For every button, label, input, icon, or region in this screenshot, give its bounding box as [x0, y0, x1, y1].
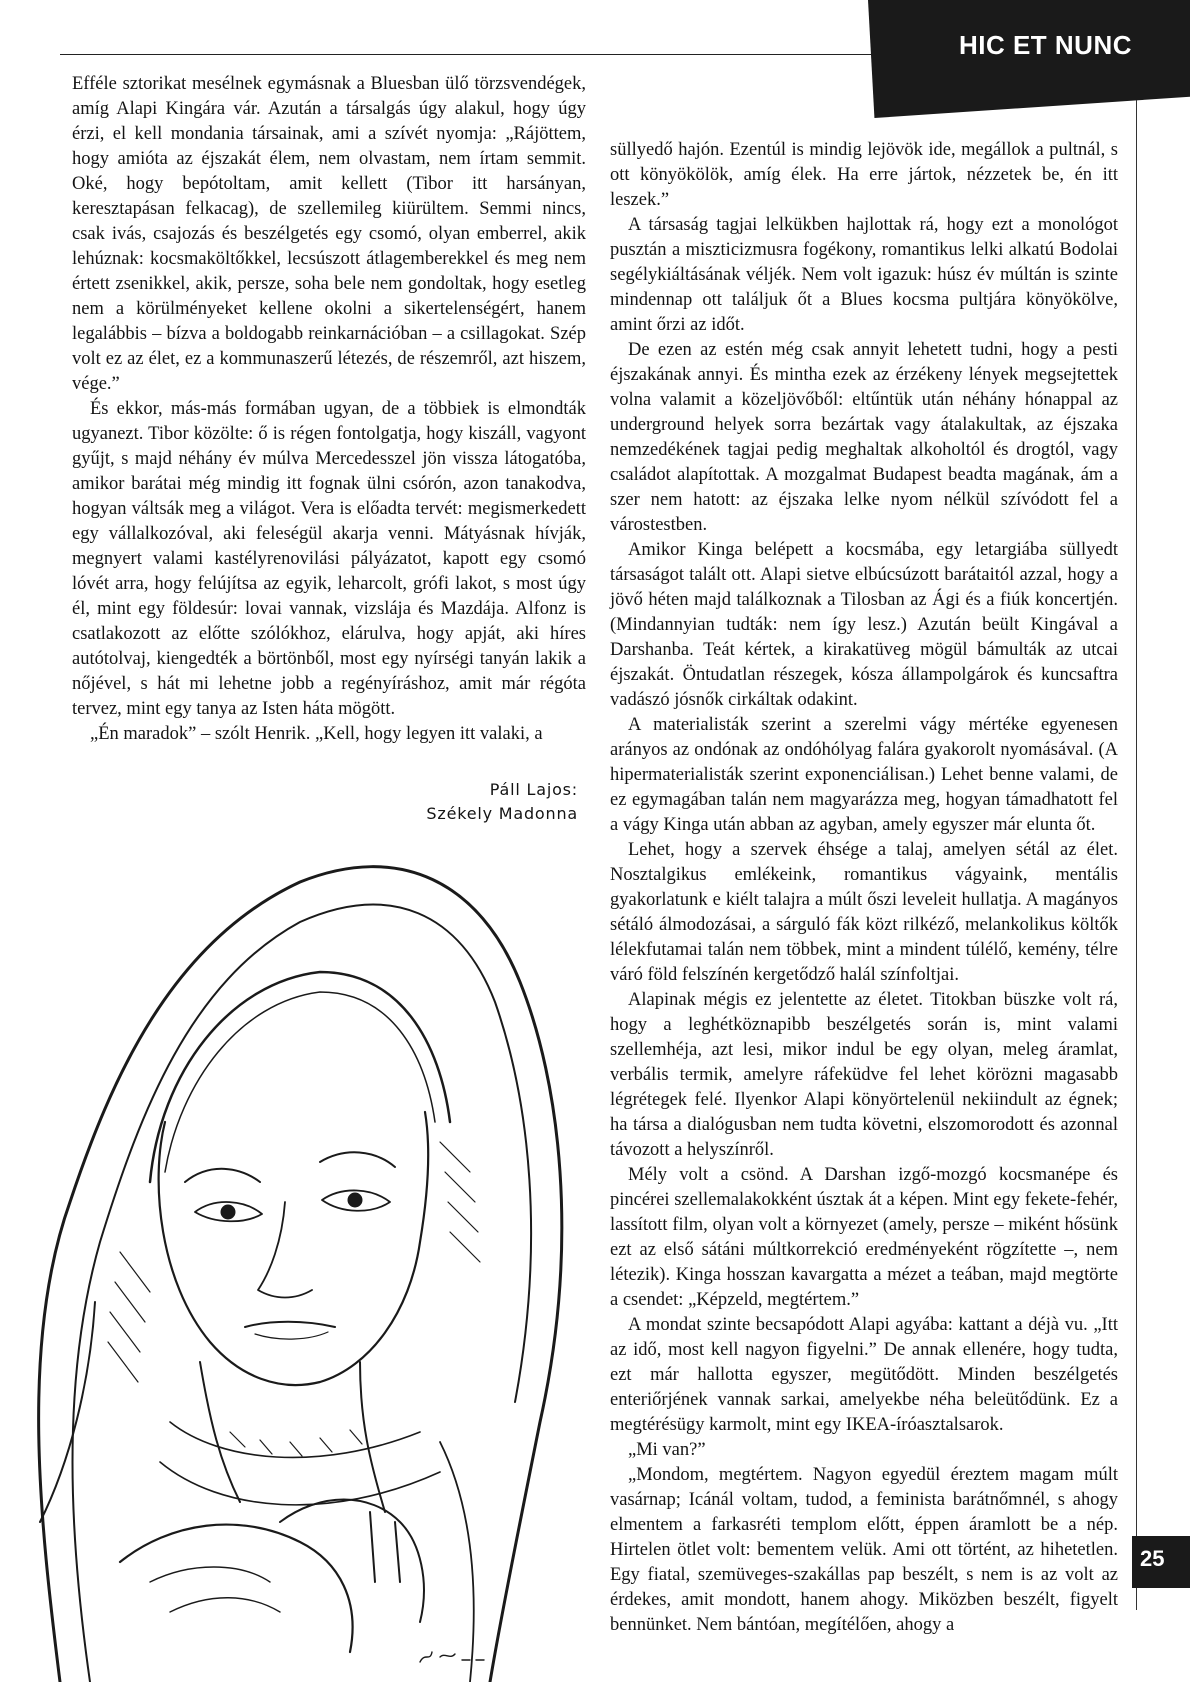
paragraph: Amikor Kinga belépett a kocsmába, egy letargiába süllyedt társaságot talált ott. Alapi sietve elbúcsúzott barátaitól azzal, hogy a jövő héten majd találkoznak a Tilosban az Ági és a fiúk koncertjén. (Mindannyian tudták: nem így lesz.) Azután beült Kingával a Darshanba. Teát kértek, a kirakatüveg mögül bámulták az utcai éjszakát. Öntudatlan részegek, kósza állampolgárok és kuncsaftra vadászó jósnők cirkáltak odakint.	[610, 540, 1118, 710]
right-column	[610, 138, 1118, 1638]
paragraph: A társaság tagjai lelkükben hajlottak rá, hogy ezt a monológot pusztán a miszticizmusra fogékony, romantikus lelki alkatú Bodolai segélykiáltásának véljék. Nem volt igazuk: húsz év múltán is szinte mindennap ott találjuk őt a Blues kocsma pultjára könyökölve, amint őrzi az időt.	[610, 215, 1118, 335]
section-title: HIC ET NUNC	[958, 30, 1132, 60]
caption-artist: Páll Lajos:	[489, 780, 578, 799]
paragraph: „Mondom, megtértem. Nagyon egyedül éreztem magam múlt vasárnap; Icánál voltam, tudod, a feminista barátnőmnél, s ahogy elmentem a farkasréti templom előtt, éppen áramlott be a nép. Hirtelen ötlet volt: bementem velük. Ami ott történt, az hihetetlen. Egy fiatal, szemüveges-szakállas pap beszélt, s nem is az volt az érdekes, amit mondott, hanem ahogy. Miközben beszélt, figyelt bennünket. Nem bántóan, megítélően, ahogy a	[610, 1465, 1118, 1635]
paragraph: Efféle sztorikat mesélnek egymásnak a Bluesban ülő törzsvendégek, amíg Alapi Kingára vár. Azután a társalgás úgy alakul, hogy úgy érzi, el kell mondania társainak, ami a szívét nyomja: „Rájöttem, hogy amióta az éjszakát élem, nem olvastam, nem írtam semmit. Oké, hogy bepótoltam, amit kellett (Tibor itt harsányan, keresztapásan felkacag), de szellemileg kiürültem. Semmi nincs, csak ivás, csajozás és beszélgetés egy csomó, olyan emberrel, akik lehúznak: kocsmaköltőkkel, lecsúszott átlagemberekkel és meg nem értett zsenikkel, akik, persze, soha bele nem gondoltak, hogy esetleg nem a körülményeket kellene okolni a sikertelenségért, hanem legalábbis – bízva a boldogabb reinkarnációban – a csillagokat. Szép volt ez az élet, ez a kommunaszerű létezés, de részemről, azt hiszem, vége.”	[72, 74, 586, 394]
paragraph: Lehet, hogy a szervek éhsége a talaj, amelyen sétál az élet. Nosztalgikus emlékeink, romantikus vágyaink, mentális gyakorlatunk e kiélt talajra a múlt őszi leveleit hullatja. A magányos sétáló álmodozásai, a sárguló fák közt rilkéző, melankolikus költők lélekfutamai talán nem többek, mint a mindent túlélő, kemény, télre váró föld felszínén kergetődző halál színfoltjai.	[610, 840, 1118, 985]
left-column	[72, 72, 586, 747]
paragraph: A mondat szinte becsapódott Alapi agyába: kattant a déjà vu. „Itt az idő, most kell nagyon figyelni.” De annak ellenére, hogy tudta, ezt már hallotta egyszer, megütődött. Minden beszélgetés enteriőrjének vannak sarkai, amelyekbe néha beleütődünk. Ez a megtérésügy karmolt, mint egy IKEA-íróasztalsarok.	[610, 1315, 1118, 1435]
paragraph: süllyedő hajón. Ezentúl is mindig lejövök ide, megállok a pultnál, s ott könyökölök, amíg élek. Ha erre jártok, nézzetek be, én itt leszek.”	[610, 140, 1118, 210]
paragraph: Mély volt a csönd. A Darshan izgő-mozgó kocsmanépe és pincérei szellemalakokként úsztak át a képen. Mint egy fekete-fehér, lassított film, olyan volt a környezet (amely, persze – miként hősünk ezt az első sátáni múltkorrekció eredményeként rögzítette –, nem létezik). Kinga hosszan kavargatta a mézet a teában, majd megtörte a csendet: „Képzeld, megtértem.”	[610, 1165, 1118, 1310]
paragraph: „Én maradok” – szólt Henrik. „Kell, hogy legyen itt valaki, a	[90, 724, 543, 744]
header-rule	[60, 54, 880, 55]
paragraph: De ezen az estén még csak annyit lehetett tudni, hogy a pesti éjszakának annyi. És mintha ezek az érzékeny lények megsejtettek volna valamit a közeljövőből: eltűntük után néhány hónappal az underground helyek sorra bezártak vagy átalakultak, az éjszaka nemzedékének tagjai pedig meghaltak alkoholtól és drogtól, vagy családot alapítottak. A mozgalmat Budapest beadta magának, ám a szer nem hatott: az éjszaka lelke nyom nélkül szívódott fel a várostestben.	[610, 340, 1118, 535]
page-number: 25	[1140, 1546, 1165, 1571]
paragraph: „Mi van?”	[628, 1440, 706, 1460]
paragraph: És ekkor, más-más formában ugyan, de a többiek is elmondták ugyanezt. Tibor közölte: ő is régen fontolgatja, hogy kiszáll, vagyont gyűjt, s majd néhány év múlva Mercedesszel jön vissza látogatóba, amikor barátai még mindig itt fognak ülni csórón, azon tanakodva, hogyan váltsák meg a világot. Vera is előadta tervét: megismerkedett egy vállalkozóval, aki feleségül akarja venni. Mátyásnak hívják, megnyert valami kastélyrenovilási pályázatot, kapott egy csomó lóvét arra, hogy felújítsa az egyik, leharcolt, grófi lakot, s most úgy él, mint egy földesúr: lovai vannak, vizslája és Mazdája. Alfonz is csatlakozott az előtte szólókhoz, elárulva, hogy apját, aki híres autótolvaj, kiengedték a börtönből, most egy nyírségi tanyán lakik a nőjével, s hát mi lehetne jobb a regényíráshoz, amit már régóta tervez, mint egy tanya az Isten háta mögött.	[72, 399, 586, 719]
caption-title: Székely Madonna	[426, 804, 578, 823]
image-caption	[426, 778, 578, 826]
madonna-sketch-illustration	[0, 822, 600, 1682]
paragraph: Alapinak mégis ez jelentette az életet. Titokban büszke volt rá, hogy a leghétköznapibb beszélgetés során is, mint valami szellemhéja, azt lesi, mikor indul be egy olyan, meleg áramlat, verbális termik, amelyre ráfeküdve fel lehet körözni magasabb légrétegek felé. Ilyenkor Alapi könyörtelenül nekiindult az égnek; ha társa a dialógusban nem tudta követni, elszomorodott és azonnal távozott a helyszínről.	[610, 990, 1118, 1160]
margin-rule	[1136, 100, 1137, 1610]
paragraph: A materialisták szerint a szerelmi vágy mértéke egyenesen arányos az ondónak az ondóhólyag falára gyakorolt nyomásával. (A hipermaterialisták szerint exponenciálisan.) Lehet benne valami, de ez egymagában talán nem magyarázza meg, hogyan támadhatott fel a vágy Kinga után abban az agyban, amely egyszer már elunta őt.	[610, 715, 1118, 835]
